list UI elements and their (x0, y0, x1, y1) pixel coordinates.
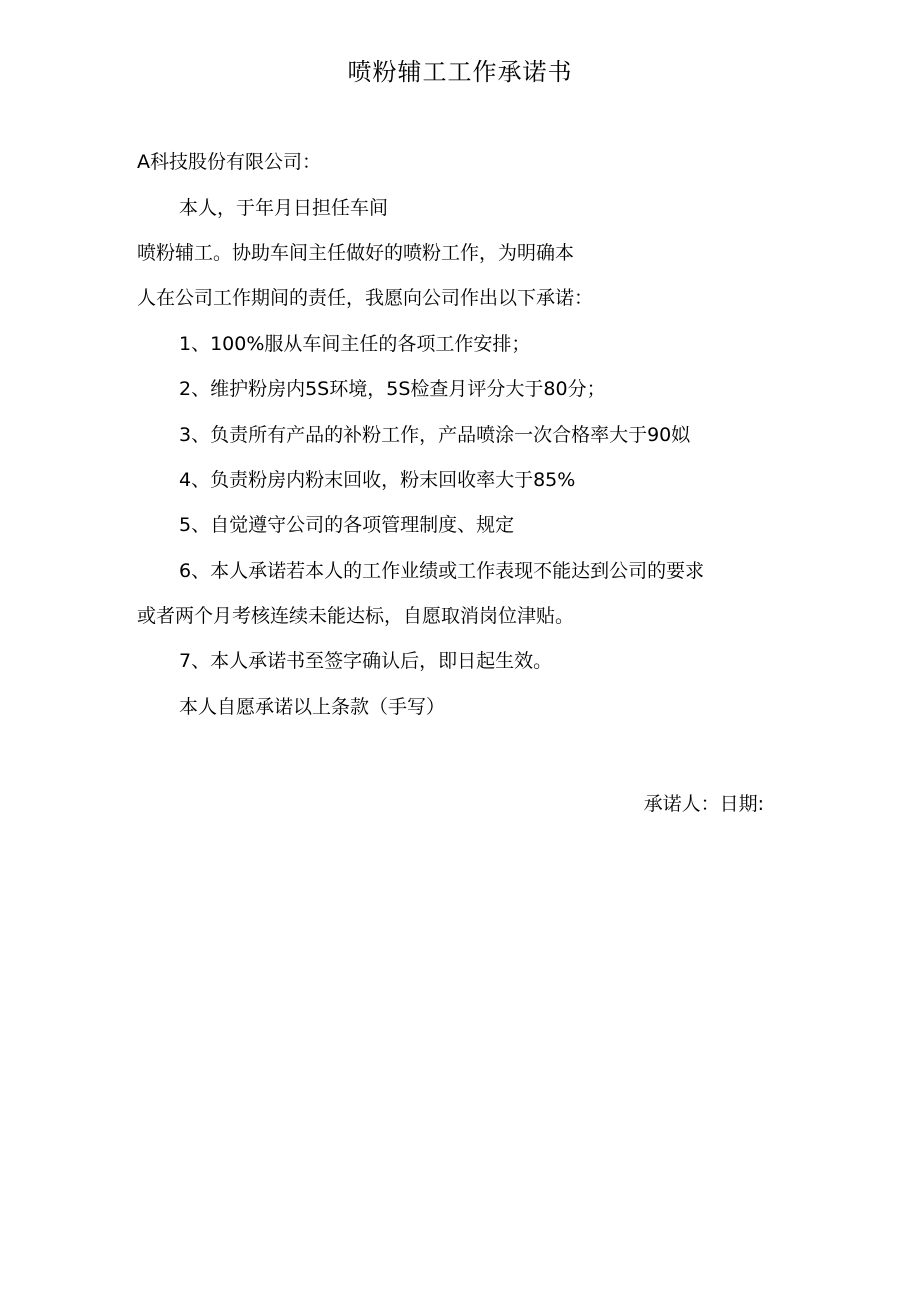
intro-line-1: 本人，于年月日担任车间 (179, 197, 389, 219)
commitment-item-2: 2、维护粉房内5S环境，5S检查月评分大于80分； (179, 378, 606, 400)
commitment-item-7: 7、本人承诺书至签字确认后，即日起生效。 (179, 650, 553, 672)
commitment-item-3: 3、负责所有产品的补粉工作，产品喷涂一次合格率大于90姒 (179, 424, 691, 446)
commitment-item-4: 4、负责粉房内粉末回收，粉末回收率大于85% (179, 469, 576, 491)
intro-line-2: 喷粉辅工。协助车间主任做好的喷粉工作，为明确本 (137, 242, 575, 264)
intro-line-3: 人在公司工作期间的责任，我愿向公司作出以下承诺： (137, 287, 594, 309)
document-title: 喷粉辅工工作承诺书 (347, 58, 573, 86)
commitment-item-6-continued: 或者两个月考核连续未能达标，自愿取消岗位津贴。 (137, 605, 575, 627)
salutation: A科技股份有限公司： (137, 151, 321, 173)
signature-date-line: 承诺人：日期: (643, 793, 764, 815)
commitment-item-1: 1、100%服从车间主任的各项工作安排； (179, 333, 531, 355)
commitment-item-5: 5、自觉遵守公司的各项管理制度、规定 (179, 514, 515, 536)
commitment-item-6: 6、本人承诺若本人的工作业绩或工作表现不能达到公司的要求 (179, 560, 705, 582)
closing-statement: 本人自愿承诺以上条款（手写） (179, 696, 446, 718)
